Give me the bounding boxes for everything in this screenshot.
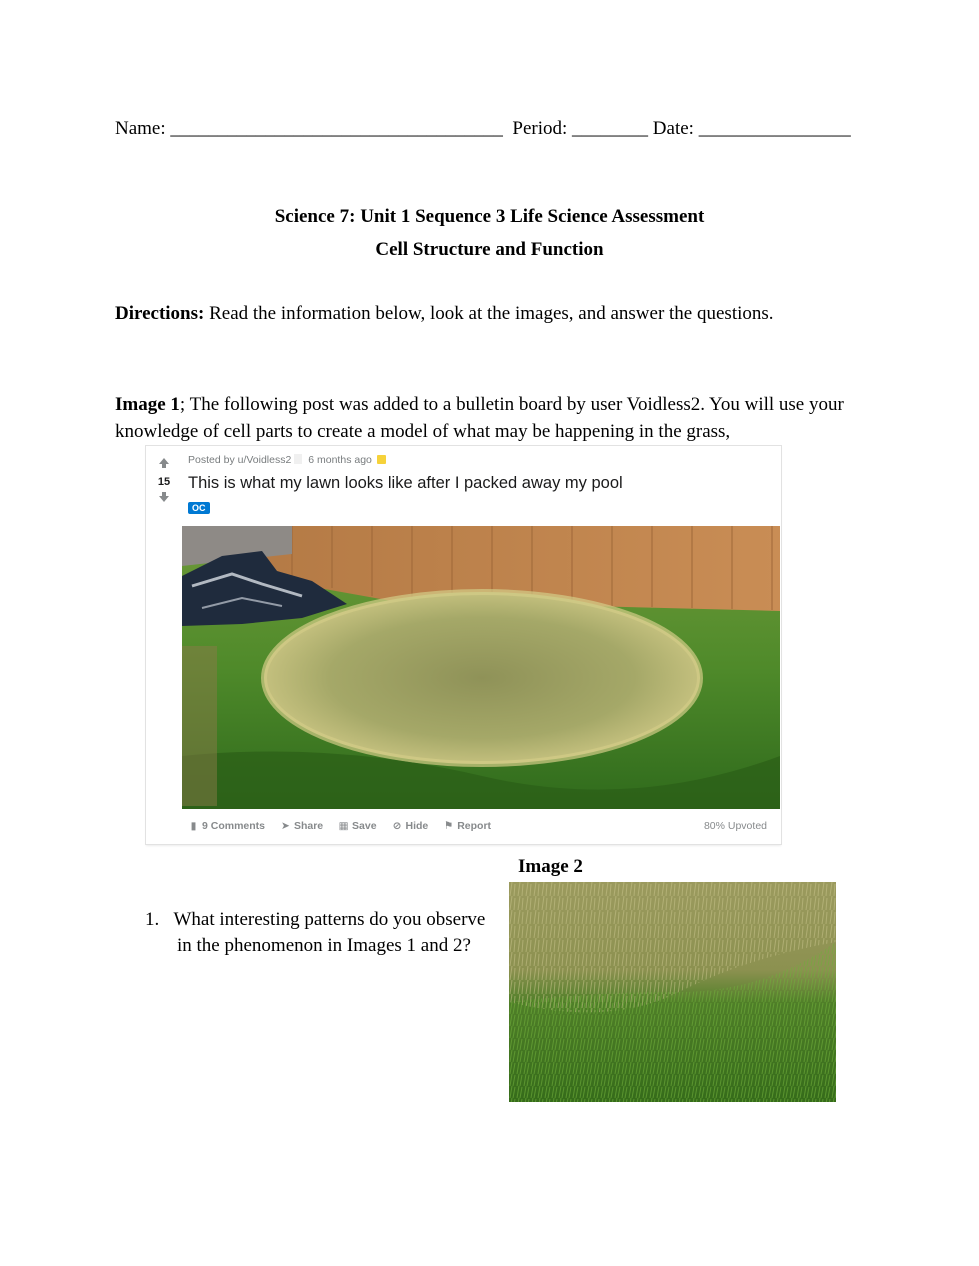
post-actions: [188, 820, 503, 832]
directions: [115, 300, 774, 327]
question-number: 1.: [145, 909, 160, 930]
report-label: Report: [457, 820, 492, 832]
period-label: Period:: [512, 118, 568, 139]
name-blank[interactable]: ___________________________________: [170, 118, 503, 139]
flag-icon: ⚑: [443, 820, 454, 832]
save-label: Save: [352, 820, 377, 832]
image1-intro-text: ; The following post was added to a bulletin board by user Voidless2. You will use your: [179, 394, 844, 415]
doc-title: Science 7: Unit 1 Sequence 3 Life Science Assessment: [274, 206, 705, 227]
hide-label: Hide: [405, 820, 429, 832]
period-blank[interactable]: ________: [572, 118, 649, 139]
share-button[interactable]: [280, 820, 323, 832]
share-icon: ➤: [281, 820, 290, 832]
image2-label: Image 2: [518, 856, 583, 877]
grass-closeup-image: [509, 882, 836, 1102]
post-flair: OC: [188, 502, 210, 514]
name-label: Name:: [115, 118, 166, 139]
upvoted-percent: 80% Upvoted: [703, 820, 767, 832]
grass-closeup-photo: [509, 882, 836, 1102]
directions-label: Directions:: [115, 303, 205, 324]
doc-subtitle: Cell Structure and Function: [375, 239, 604, 260]
date-blank[interactable]: ________________: [698, 118, 851, 139]
vote-count: 15: [157, 476, 171, 488]
downvote-arrow-icon[interactable]: [158, 491, 170, 503]
award-icon: [377, 455, 386, 464]
header-fields: [115, 115, 851, 142]
directions-text: Read the information below, look at the images, and answer the questions.: [209, 303, 774, 324]
share-label: Share: [293, 820, 324, 832]
post-author[interactable]: Posted by u/Voidless2: [188, 454, 292, 466]
image1-intro-line1: [115, 391, 844, 418]
comments-button[interactable]: [188, 820, 265, 832]
reddit-post-card: [146, 446, 781, 844]
report-button[interactable]: [443, 820, 491, 832]
hide-button[interactable]: [392, 820, 429, 832]
save-button[interactable]: [338, 820, 377, 832]
image1-intro-line2: knowledge of cell parts to create a model of what may be happening in the grass,: [115, 421, 731, 442]
hide-icon: ⊘: [392, 820, 402, 832]
question-1-line2: in the phenomenon in Images 1 and 2?: [177, 935, 471, 956]
upvote-arrow-icon[interactable]: [158, 457, 170, 469]
question-text-1: What interesting patterns do you observe: [173, 909, 486, 930]
image1-label: Image 1: [115, 394, 180, 415]
lawn-pool-image: [182, 526, 780, 809]
post-meta: [188, 454, 386, 466]
vote-column: [154, 456, 174, 508]
date-label: Date:: [652, 118, 694, 139]
comments-label: 9 Comments: [202, 820, 266, 832]
comment-icon: ▮: [190, 820, 197, 832]
separator-icon: [294, 454, 302, 464]
post-time: 6 months ago: [308, 454, 372, 466]
bookmark-icon: ▦: [338, 820, 349, 832]
post-title[interactable]: This is what my lawn looks like after I packed away my pool: [188, 474, 623, 492]
lawn-photo: [182, 526, 780, 809]
question-1-line1: [145, 906, 485, 933]
